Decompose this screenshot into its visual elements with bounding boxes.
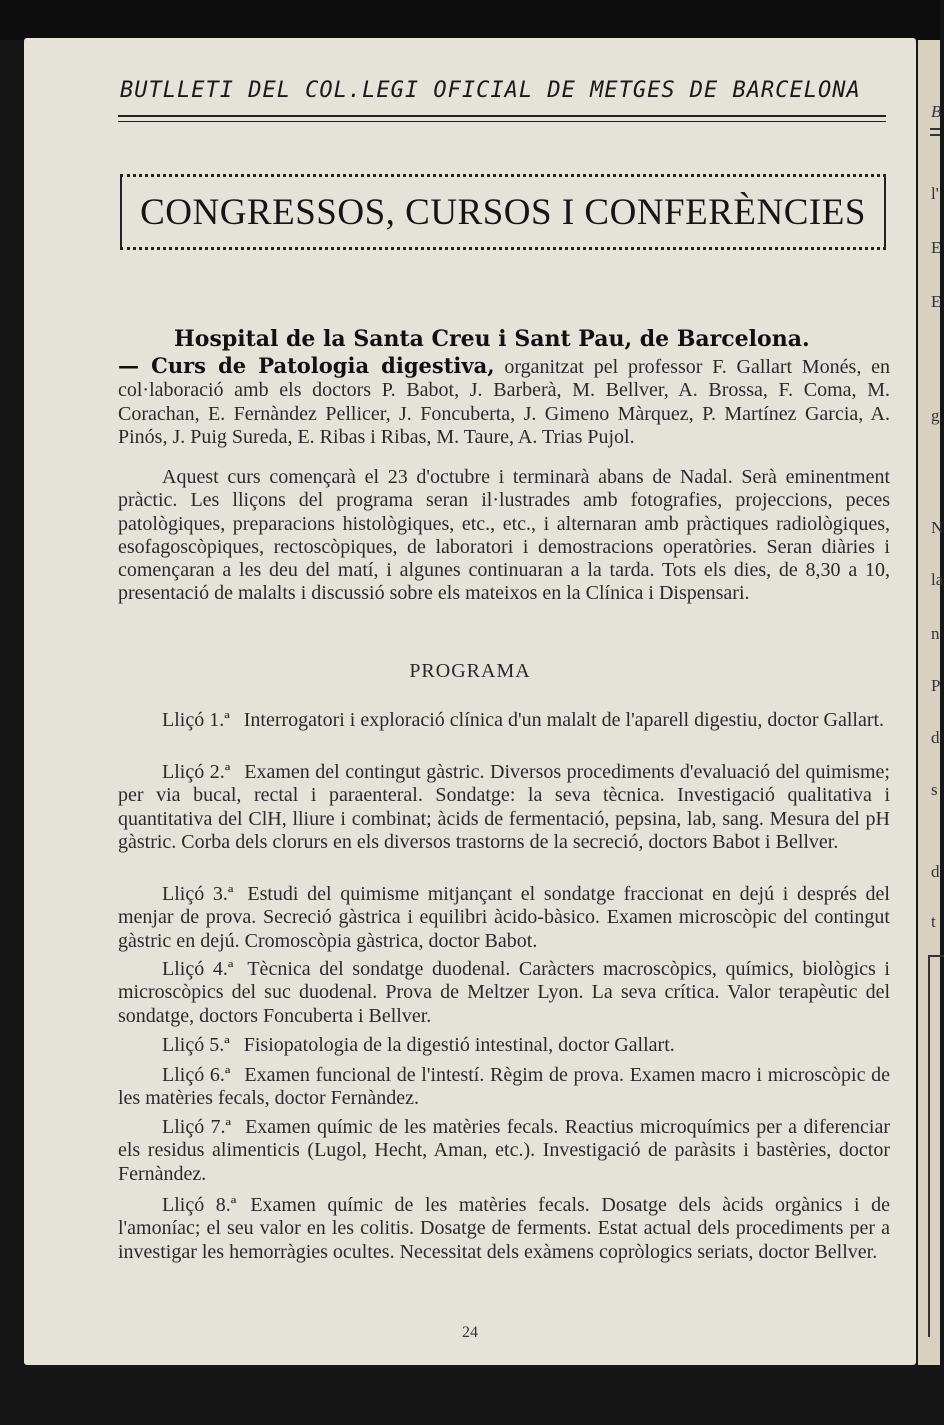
lesson-number: Lliçó 4.ª: [162, 958, 234, 980]
lesson-number: Lliçó 6.ª: [162, 1064, 231, 1086]
lesson-item: [118, 1194, 890, 1264]
adjacent-fragment: d: [931, 728, 940, 747]
lesson-number: Lliçó 7.ª: [162, 1116, 232, 1138]
lesson-item: [118, 883, 890, 953]
course-description: Aquest curs començarà el 23 d'octubre i terminarà abans de Nadal. Serà eminentment pràctic. Les lliçons del programa seran il·lustrades amb fotografies, projeccions, peces patològiques, preparacions histològiques, etc., etc., i alternaran amb pràctiques radiològiques, esofagoscòpiques, rectoscòpiques, de laboratori i demostracions operatòries. Seran diàries i començaran a les deu del matí, i algunes continuaran a la tarda. Tots els dies, de 8,30 a 10, presentació de malalts i discussió sobre els mateixos en la Clínica i Dispensari.: [118, 466, 890, 605]
lesson-item: [118, 709, 890, 732]
lesson-text: Examen del contingut gàstric. Diversos procediments d'evaluació del quimisme; per via bucal, rectal i paraenteral. Sondatge: la seva tècnica. Investigació qualitativa i quantitativa del ClH, lliure i combinat; àcids de fermentació, pepsina, lab, sang. Mesura del pH gàstric. Corba dels clorurs en els diversos trastorns de la secreció, doctors Babot i Bellver.: [118, 761, 890, 853]
lesson-text: Estudi del quimisme mitjançant el sondatge fraccionat en dejú i després del menjar de prova. Secreció gàstrica i equilibri àcido-bàsico. Examen microscòpic del contingut gàstric en dejú. Cromoscòpia gàstrica, doctor Babot.: [118, 883, 890, 952]
adjacent-fragment: E: [931, 292, 942, 311]
page-number: 24: [462, 1324, 478, 1341]
course-intro: organitzat pel professor F. Gallart Monés, en col·laboració amb els doctors P. Babot, J. Barberà, M. Bellver, A. Brossa, F. Coma, M. Corachan, E. Fernàndez Pellicer, J. Foncuberta, J. Gimeno Màrquez, P. Martínez Garcia, A. Pinós, J. Puig Sureda, E. Ribas i Ribas, M. Taure, A. Trias Pujol.: [118, 356, 890, 448]
hospital-heading: Hospital de la Santa Creu i Sant Pau, de Barcelona.: [174, 326, 810, 352]
lesson-text: Tècnica del sondatge duodenal. Caràcters macroscòpics, químics, biològics i microscòpics del suc duodenal. Prova de Meltzer Lyon. La seva crítica. Valor terapèutic del sondatge, doctors Foncuberta i Bellver.: [118, 958, 890, 1027]
lesson-text: Examen químic de les matèries fecals. Dosatge dels àcids orgànics i de l'amoníac; el seu valor en les colitis. Dosatge de ferments. Estat actual dels procediments per a investigar les hemorràgies ocultes. Necessitat dels exàmens copròlogics seriats, doctor Bellver.: [118, 1194, 890, 1263]
lesson-number: Lliçó 3.ª: [162, 883, 234, 905]
programa-title: PROGRAMA: [409, 660, 531, 682]
adjacent-box: [928, 955, 944, 1337]
lesson-item: [118, 1116, 890, 1186]
lesson-text: Examen químic de les matèries fecals. Reactius microquímics per a diferenciar els residus alimenticis (Lugol, Hecht, Aman, etc.). Investigació de paràsits i bastèries, doctor Fernàndez.: [118, 1116, 890, 1185]
adjacent-fragment: n: [931, 624, 940, 643]
adjacent-fragment: t: [931, 912, 936, 931]
lesson-item: [118, 1034, 890, 1057]
scan-background-top: [0, 0, 940, 40]
lesson-number: Lliçó 5.ª: [162, 1034, 230, 1056]
header-rule: [118, 115, 886, 117]
lesson-number: Lliçó 1.ª: [162, 709, 230, 731]
lesson-number: Lliçó 8.ª: [162, 1194, 237, 1216]
lesson-item: [118, 958, 890, 1028]
section-title: CONGRESSOS, CURSOS I CONFERÈNCIES: [140, 191, 866, 233]
adjacent-fragment: la: [931, 570, 944, 589]
journal-page: [24, 38, 916, 1365]
lesson-text: Examen funcional de l'intestí. Règim de prova. Examen macro i microscòpic de les matèries fecals, doctor Fernàndez.: [118, 1064, 890, 1110]
section-title-box: [120, 174, 886, 250]
lesson-text: Interrogatori i exploració clínica d'un malalt de l'aparell digestiu, doctor Gallart.: [243, 709, 885, 731]
adjacent-rule: [930, 128, 940, 130]
course-intro-paragraph: [118, 354, 890, 449]
adjacent-rule: [930, 134, 940, 136]
adjacent-fragment: P: [931, 676, 941, 695]
adjacent-fragment: N: [931, 518, 944, 537]
adjacent-fragment: B: [931, 102, 942, 121]
adjacent-fragment: s: [931, 780, 938, 799]
adjacent-fragment: E: [931, 238, 942, 257]
lesson-item: [118, 1064, 890, 1111]
adjacent-fragment: d: [931, 862, 940, 881]
adjacent-fragment: g: [931, 406, 940, 425]
header-rule: [118, 121, 886, 122]
lesson-text: Fisiopatologia de la digestió intestinal, doctor Gallart.: [243, 1034, 675, 1056]
lesson-number: Lliçó 2.ª: [162, 761, 231, 783]
lesson-item: [118, 761, 890, 854]
running-header: BUTLLETI DEL COL.LEGI OFICIAL DE METGES DE BARCELONA: [120, 78, 861, 103]
adjacent-page-edge: [918, 40, 944, 1365]
course-title: — Curs de Patologia digestiva,: [118, 353, 495, 378]
adjacent-fragment: l': [931, 184, 939, 203]
